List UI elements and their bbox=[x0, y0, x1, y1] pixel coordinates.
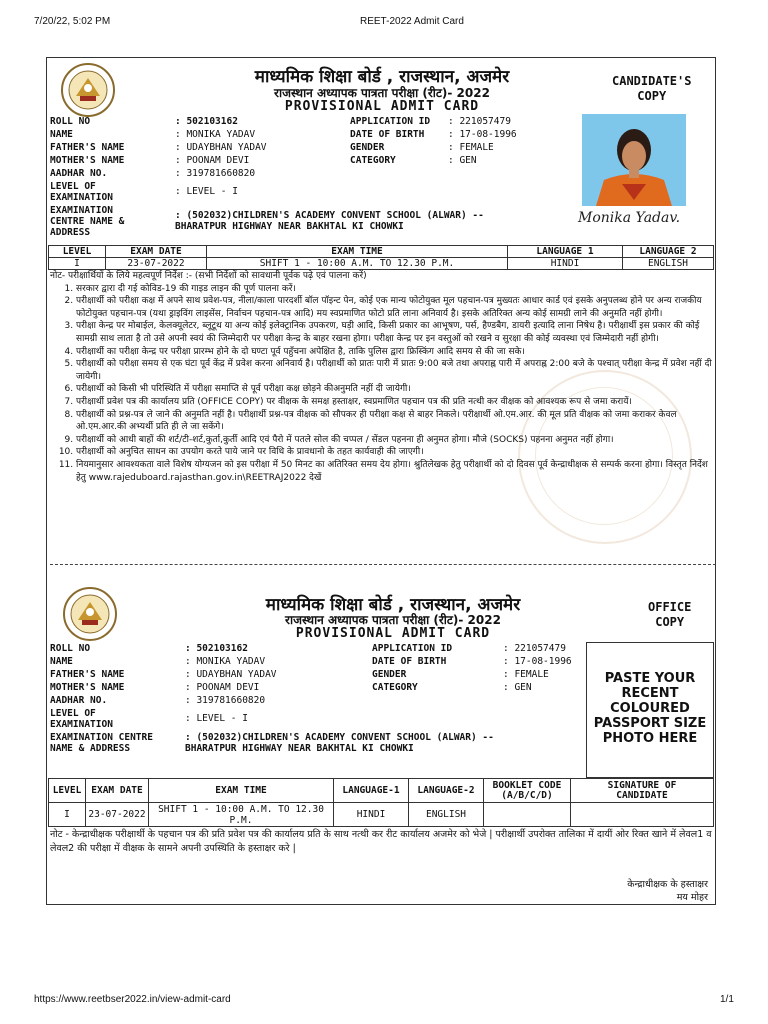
table-header bbox=[571, 779, 714, 803]
category-value: : GEN bbox=[503, 682, 532, 693]
centre-line: : (502032)CHILDREN'S ACADEMY CONVENT SCHOOL (ALWAR) -- bbox=[175, 210, 484, 221]
mother-label: MOTHER'S NAME bbox=[50, 682, 125, 693]
table-header: LEVEL bbox=[49, 779, 86, 803]
table-cell: I bbox=[49, 258, 106, 270]
instruction-item: 4. परीक्षार्थी का परीक्षा केन्द्र पर परीक्षा प्रारम्भ होने के दो घण्टा पूर्व पहुँचना अपेक्षित है, ताकि पुलिस द्वारा फ्रिस्किंग आदि समय से की जा सके। bbox=[76, 346, 714, 359]
application-id-value: : 221057479 bbox=[448, 116, 511, 127]
instruction-item: 11. नियमानुसार आवश्यकता वाले विशेष योग्यजन को इस परीक्षा में 50 मिनट का अतिरिक्त समय देय होगा। श्रुतिलेखक हेतु परीक्षार्थी को दो दिवस पूर्व केन्द्राधीक्षक से सम्पर्क करना होगा। विस्तृत निर्देश हेतु www.rajeduboard.rajasthan.gov.in\REETRAJ2022 देखें bbox=[76, 459, 714, 484]
category-value: : GEN bbox=[448, 155, 477, 166]
roll-no-label: ROLL NO bbox=[50, 116, 91, 127]
photo-text-line: RECENT bbox=[621, 686, 679, 701]
label-line: EXAMINATION bbox=[50, 205, 113, 216]
table-header: LEVEL bbox=[49, 246, 106, 258]
office-copy-label bbox=[648, 600, 691, 630]
copy-label-line: OFFICE bbox=[648, 600, 692, 614]
admit-card-title: PROVISIONAL ADMIT CARD bbox=[295, 626, 491, 641]
photo-placeholder-box bbox=[586, 642, 714, 778]
board-seal-icon bbox=[62, 586, 118, 642]
application-id-label: APPLICATION ID bbox=[372, 643, 453, 654]
father-label: FATHER'S NAME bbox=[50, 142, 125, 153]
board-name: माध्यमिक शिक्षा बोर्ड , राजस्थान, अजमेर bbox=[254, 67, 510, 87]
centre-label bbox=[50, 732, 153, 754]
roll-no-value: : 502103162 bbox=[175, 116, 238, 127]
table-header bbox=[484, 779, 571, 803]
father-value: : UDAYBHAN YADAV bbox=[185, 669, 277, 680]
label-line: CENTRE NAME & bbox=[50, 216, 125, 227]
level-value: : LEVEL - I bbox=[175, 186, 238, 197]
dob-value: : 17-08-1996 bbox=[503, 656, 572, 667]
copy-label-line: COPY bbox=[637, 89, 667, 103]
mother-value: : POONAM DEVI bbox=[175, 155, 250, 166]
print-page-number: 1/1 bbox=[720, 994, 734, 1005]
label-line: EXAMINATION bbox=[50, 192, 113, 203]
table-header: EXAM DATE bbox=[86, 779, 149, 803]
table-header: LANGUAGE-2 bbox=[409, 779, 484, 803]
table-cell: 23-07-2022 bbox=[106, 258, 207, 270]
gender-value: : FEMALE bbox=[448, 142, 494, 153]
name-value: : MONIKA YADAV bbox=[175, 129, 256, 140]
cut-line bbox=[50, 564, 716, 565]
print-doc-title: REET-2022 Admit Card bbox=[360, 16, 464, 27]
gender-label: GENDER bbox=[372, 669, 407, 680]
copy-label-line: CANDIDATE'S bbox=[612, 74, 692, 88]
header-line: SIGNATURE OF bbox=[607, 779, 677, 791]
exam-name: राजस्थान अध्यापक पात्रता परीक्षा (रीट)- 2022 bbox=[285, 613, 501, 627]
candidate-photo bbox=[582, 114, 686, 206]
instruction-item: 2. परीक्षार्थी को परीक्षा कक्ष में अपने साथ प्रवेश-पत्र, नीला/काला पारदर्शी बॉल पॉइन्ट पेन, कोई एक मान्य फोटोयुक्त मूल पहचान-पत्र मुख्यतः आधार कार्ड एवं इसके अनुपलब्ध होने पर अन्य राजकीय फोटोयुक्त पहचान-पत्र (यथा ड्राइविंग लाइसेंस, निर्वाचन पहचान-पत्र आदि) मय स्वप्रमाणित फोटो प्रति लाना अनिवार्य है। इसके अतिरिक्त अन्य कोई सामग्री लाने की अनुमति नहीं होगी। bbox=[76, 295, 714, 320]
instruction-item: 1. सरकार द्वारा दी गई कोविड-19 की गाइड लाइन की पूर्ण पालना करें। bbox=[76, 283, 714, 296]
table-cell: HINDI bbox=[508, 258, 623, 270]
exam-table bbox=[48, 245, 714, 270]
superintendent-line: मय मोहर bbox=[676, 892, 708, 903]
instructions-list bbox=[50, 283, 714, 485]
label-line: ADDRESS bbox=[50, 227, 91, 238]
gender-value: : FEMALE bbox=[503, 669, 549, 680]
instruction-item: 3. परीक्षा केन्द्र पर मोबाईल, केलक्यूलेटर, ब्लूटूथ या अन्य कोई इलेक्ट्रानिक उपकरण, घड़ी आदि, किसी प्रकार का आभूषण, पर्स, हैण्डबैग, डायरी इत्यादि लाना निषेध है। परीक्षार्थी इस प्रकार की कोई सामग्री साथ लाता है तो उसे अपनी स्वयं की जिम्मेदारी पर परीक्षा केन्द्र के बाहर रखना होगा। परीक्षा केन्द्र पर इन वस्तुओं को रखने व सुरक्षा की कोई व्यवस्था एवं जिम्मेदारी नहीं होगी। bbox=[76, 320, 714, 345]
copy-label-line: COPY bbox=[655, 615, 685, 629]
photo-text-line: PHOTO HERE bbox=[602, 731, 698, 746]
instruction-item: 7. परीक्षार्थी प्रवेश पत्र की कार्यालय प्रति (OFFICE COPY) पर वीक्षक के समक्ष हस्ताक्षर, स्वप्रमाणित पहचान पत्र की प्रति नत्थी कर वीक्षक को आवश्यक रूप से जमा करायें। bbox=[76, 396, 714, 409]
centre-value bbox=[185, 732, 494, 754]
centre-line: BHARATPUR HIGHWAY NEAR BAKHTAL KI CHOWKI bbox=[185, 743, 414, 754]
table-header: EXAM TIME bbox=[149, 779, 334, 803]
application-id-value: : 221057479 bbox=[503, 643, 566, 654]
table-cell: HINDI bbox=[334, 803, 409, 827]
superintendent-signature bbox=[608, 878, 708, 904]
table-header: LANGUAGE-1 bbox=[334, 779, 409, 803]
dob-label: DATE OF BIRTH bbox=[372, 656, 447, 667]
board-seal-icon bbox=[60, 62, 116, 118]
candidate-signature: Monika Yadav. bbox=[578, 210, 681, 226]
table-cell: SHIFT 1 - 10:00 A.M. TO 12.30 P.M. bbox=[207, 258, 508, 270]
board-name: माध्यमिक शिक्षा बोर्ड , राजस्थान, अजमेर bbox=[265, 595, 521, 615]
table-header: LANGUAGE 2 bbox=[623, 246, 714, 258]
print-datetime: 7/20/22, 5:02 PM bbox=[34, 16, 111, 27]
table-header: EXAM TIME bbox=[207, 246, 508, 258]
header-line: CANDIDATE bbox=[616, 789, 668, 801]
table-header: EXAM DATE bbox=[106, 246, 207, 258]
centre-value bbox=[175, 210, 484, 232]
roll-no-label: ROLL NO bbox=[50, 643, 91, 654]
aadhar-label: AADHAR NO. bbox=[50, 695, 108, 706]
name-label: NAME bbox=[50, 656, 73, 667]
table-header: LANGUAGE 1 bbox=[508, 246, 623, 258]
level-label bbox=[50, 181, 113, 203]
label-line: NAME & ADDRESS bbox=[50, 743, 131, 754]
instruction-item: 9. परीक्षार्थी को आधी बाहों की शर्ट/टी-शर्ट,कुर्ता,कुर्ती आदि एवं पैरो में पतले सोल की चप्पल / सेंडल पहनना ही अनुमत होगा। मौजे (SOCKS) पहनना अनुमत नहीं होगा। bbox=[76, 434, 714, 447]
instructions bbox=[50, 270, 714, 484]
aadhar-value: : 319781660820 bbox=[185, 695, 266, 706]
label-line: LEVEL OF bbox=[50, 181, 96, 192]
mother-label: MOTHER'S NAME bbox=[50, 155, 125, 166]
print-url[interactable]: https://www.reetbser2022.in/view-admit-card bbox=[34, 994, 231, 1005]
office-note: नोट - केन्द्राधीक्षक परीक्षार्थी के पहचान पत्र की प्रति प्रवेश पत्र की कार्यालय प्रति के साथ नत्थी कर रीट कार्यालय अजमेर को भेजे | परीक्षार्थी उपरोक्त तालिका में दायीं ओर रिक्त खाने में लेवल1 व लेवल2 की परीक्षा में वीक्षक के सामने अपनी उपस्थिति के हस्ताक्षर करे | bbox=[50, 829, 712, 854]
category-label: CATEGORY bbox=[350, 155, 396, 166]
centre-line: : (502032)CHILDREN'S ACADEMY CONVENT SCHOOL (ALWAR) -- bbox=[185, 732, 494, 743]
mother-value: : POONAM DEVI bbox=[185, 682, 260, 693]
level-label bbox=[50, 708, 113, 730]
signature-cell bbox=[571, 803, 714, 827]
aadhar-value: : 319781660820 bbox=[175, 168, 256, 179]
category-label: CATEGORY bbox=[372, 682, 418, 693]
label-line: EXAMINATION bbox=[50, 719, 113, 730]
dob-value: : 17-08-1996 bbox=[448, 129, 517, 140]
photo-text-line: PASSPORT SIZE bbox=[593, 716, 707, 731]
level-value: : LEVEL - I bbox=[185, 713, 248, 724]
superintendent-line: केन्द्राधीक्षक के हस्ताक्षर bbox=[627, 879, 708, 890]
office-exam-table bbox=[48, 778, 714, 827]
aadhar-label: AADHAR NO. bbox=[50, 168, 108, 179]
roll-no-value: : 502103162 bbox=[185, 643, 248, 654]
table-cell: I bbox=[49, 803, 86, 827]
header-line: BOOKLET CODE bbox=[492, 779, 562, 791]
label-line: EXAMINATION CENTRE bbox=[50, 732, 153, 743]
name-label: NAME bbox=[50, 129, 73, 140]
table-cell: ENGLISH bbox=[409, 803, 484, 827]
gender-label: GENDER bbox=[350, 142, 385, 153]
header-line: (A/B/C/D) bbox=[501, 789, 553, 801]
dob-label: DATE OF BIRTH bbox=[350, 129, 425, 140]
instruction-item: 8. परीक्षार्थी को प्रश्न-पत्र ले जाने की अनुमति नहीं है। परीक्षार्थी प्रश्न-पत्र वीक्षक को सौपकर ही परीक्षा कक्ष से बाहर निकले। परीक्षार्थी ओ.एम.आर. की मूल प्रति वीक्षक को जमा कराकर केवल ओ.एम.आर.की अभ्यर्थी प्रति ही ले जा सकेंगे। bbox=[76, 409, 714, 434]
application-id-label: APPLICATION ID bbox=[350, 116, 431, 127]
centre-label bbox=[50, 205, 124, 238]
father-value: : UDAYBHAN YADAV bbox=[175, 142, 267, 153]
instructions-heading: नोट- परीक्षार्थियों के लिये महत्वपूर्ण निर्देश :- (सभी निर्देशों को सावधानी पूर्वक पढ़े एवं पालना करें) bbox=[50, 271, 367, 281]
centre-line: BHARATPUR HIGHWAY NEAR BAKHTAL KI CHOWKI bbox=[175, 221, 404, 232]
admit-card-title: PROVISIONAL ADMIT CARD bbox=[284, 99, 480, 114]
table-cell: 23-07-2022 bbox=[86, 803, 149, 827]
father-label: FATHER'S NAME bbox=[50, 669, 125, 680]
name-value: : MONIKA YADAV bbox=[185, 656, 266, 667]
candidate-copy-label bbox=[612, 74, 691, 104]
booking-code-cell bbox=[484, 803, 571, 827]
table-cell: ENGLISH bbox=[623, 258, 714, 270]
photo-text-line: COLOURED bbox=[610, 701, 690, 716]
instruction-item: 10. परीक्षार्थी को अनुचित साधन का उपयोग करते पाये जाने पर विधि के प्रावधानो के तहत कार्यवाही की जाएगी। bbox=[76, 446, 714, 459]
photo-text-line: PASTE YOUR bbox=[604, 671, 696, 686]
table-cell: SHIFT 1 - 10:00 A.M. TO 12.30 P.M. bbox=[149, 803, 334, 827]
instruction-item: 6. परीक्षार्थी को किसी भी परिस्थिति में परीक्षा समाप्ति से पूर्व परीक्षा कक्ष छोड़ने कीअनुमति नहीं दी जायेगी। bbox=[76, 383, 714, 396]
instruction-item: 5. परीक्षार्थी को परीक्षा समय से एक घंटा पूर्व केंद्र में प्रवेश करना अनिवार्य है। परीक्षार्थी को प्रातः पारी में प्रातः 9:00 बजे तथा अपराह्न पारी में अपराह्न 2:00 बजे के पश्चात् परीक्षा केन्द्र में प्रवेश नहीं दी जायेगी। bbox=[76, 358, 714, 383]
label-line: LEVEL OF bbox=[50, 708, 96, 719]
exam-name: राजस्थान अध्यापक पात्रता परीक्षा (रीट)- 2022 bbox=[274, 86, 490, 100]
